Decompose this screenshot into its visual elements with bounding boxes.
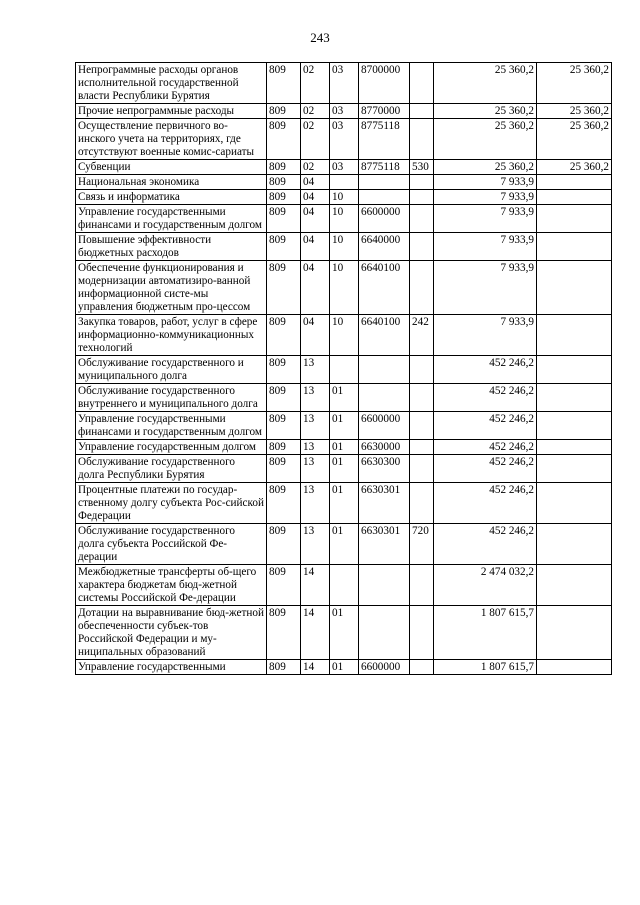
row-name-cell: Управление государственными: [76, 660, 267, 675]
budget-table-body: [76, 63, 612, 675]
target-article-code-cell: 8775118: [359, 119, 410, 160]
subsection-code-cell: [330, 565, 359, 606]
section-code-cell: 02: [301, 63, 330, 104]
ministry-code-cell: 809: [267, 104, 301, 119]
row-name-cell: Осуществление первичного во-инского учета на территориях, где отсутствуют военные комис-сариаты: [76, 119, 267, 160]
expense-type-code-cell: [410, 261, 434, 315]
expense-type-code-cell: [410, 606, 434, 660]
subsection-code-cell: 01: [330, 483, 359, 524]
amount-1-cell: 7 933,9: [434, 233, 537, 261]
subsection-code-cell: 01: [330, 660, 359, 675]
expense-type-code-cell: [410, 356, 434, 384]
row-name-cell: Обслуживание государственного и муниципального долга: [76, 356, 267, 384]
subsection-code-cell: 10: [330, 205, 359, 233]
section-code-cell: 14: [301, 565, 330, 606]
ministry-code-cell: 809: [267, 384, 301, 412]
row-name-cell: Национальная экономика: [76, 175, 267, 190]
subsection-code-cell: 03: [330, 119, 359, 160]
target-article-code-cell: [359, 356, 410, 384]
ministry-code-cell: 809: [267, 175, 301, 190]
amount-1-cell: 7 933,9: [434, 261, 537, 315]
amount-2-cell: [537, 565, 612, 606]
target-article-code-cell: 8775118: [359, 160, 410, 175]
target-article-code-cell: 6630000: [359, 440, 410, 455]
budget-table: [75, 62, 612, 675]
target-article-code-cell: 8700000: [359, 63, 410, 104]
amount-1-cell: 452 246,2: [434, 384, 537, 412]
amount-1-cell: 452 246,2: [434, 412, 537, 440]
amount-2-cell: [537, 315, 612, 356]
expense-type-code-cell: 242: [410, 315, 434, 356]
page-number: 243: [310, 30, 330, 45]
row-name-cell: Связь и информатика: [76, 190, 267, 205]
section-code-cell: 04: [301, 261, 330, 315]
section-code-cell: 13: [301, 412, 330, 440]
amount-1-cell: 25 360,2: [434, 160, 537, 175]
section-code-cell: 02: [301, 160, 330, 175]
row-name-cell: Управление государственными финансами и государственным долгом: [76, 412, 267, 440]
table-row: [76, 565, 612, 606]
section-code-cell: 13: [301, 524, 330, 565]
ministry-code-cell: 809: [267, 412, 301, 440]
ministry-code-cell: 809: [267, 565, 301, 606]
amount-1-cell: 25 360,2: [434, 119, 537, 160]
expense-type-code-cell: [410, 119, 434, 160]
section-code-cell: 14: [301, 660, 330, 675]
section-code-cell: 13: [301, 356, 330, 384]
expense-type-code-cell: [410, 205, 434, 233]
row-name-cell: Повышение эффективности бюджетных расходов: [76, 233, 267, 261]
subsection-code-cell: 03: [330, 104, 359, 119]
expense-type-code-cell: [410, 190, 434, 205]
expense-type-code-cell: [410, 175, 434, 190]
ministry-code-cell: 809: [267, 660, 301, 675]
row-name-cell: Межбюджетные трансферты об-щего характера бюджетам бюд-жетной системы Российской Фе-дерации: [76, 565, 267, 606]
target-article-code-cell: [359, 175, 410, 190]
row-name-cell: Прочие непрограммные расходы: [76, 104, 267, 119]
table-row: [76, 384, 612, 412]
expense-type-code-cell: [410, 412, 434, 440]
ministry-code-cell: 809: [267, 261, 301, 315]
subsection-code-cell: 01: [330, 606, 359, 660]
subsection-code-cell: 01: [330, 384, 359, 412]
subsection-code-cell: 01: [330, 412, 359, 440]
ministry-code-cell: 809: [267, 455, 301, 483]
target-article-code-cell: [359, 384, 410, 412]
amount-2-cell: [537, 455, 612, 483]
ministry-code-cell: 809: [267, 524, 301, 565]
target-article-code-cell: 6630300: [359, 455, 410, 483]
row-name-cell: Обслуживание государственного внутреннего и муниципального долга: [76, 384, 267, 412]
row-name-cell: Обслуживание государственного долга субъекта Российской Фе-дерации: [76, 524, 267, 565]
expense-type-code-cell: [410, 384, 434, 412]
table-row: [76, 606, 612, 660]
row-name-cell: Обслуживание государственного долга Республики Бурятия: [76, 455, 267, 483]
amount-1-cell: 25 360,2: [434, 63, 537, 104]
target-article-code-cell: [359, 190, 410, 205]
amount-1-cell: 452 246,2: [434, 455, 537, 483]
amount-2-cell: [537, 205, 612, 233]
table-row: [76, 160, 612, 175]
amount-2-cell: [537, 440, 612, 455]
amount-1-cell: 1 807 615,7: [434, 606, 537, 660]
table-row: [76, 483, 612, 524]
subsection-code-cell: 01: [330, 524, 359, 565]
table-row: [76, 261, 612, 315]
row-name-cell: Управление государственными финансами и государственным долгом: [76, 205, 267, 233]
ministry-code-cell: 809: [267, 440, 301, 455]
table-row: [76, 455, 612, 483]
subsection-code-cell: 10: [330, 315, 359, 356]
ministry-code-cell: 809: [267, 119, 301, 160]
amount-1-cell: 452 246,2: [434, 356, 537, 384]
table-row: [76, 660, 612, 675]
amount-2-cell: [537, 524, 612, 565]
amount-2-cell: [537, 175, 612, 190]
ministry-code-cell: 809: [267, 205, 301, 233]
expense-type-code-cell: [410, 233, 434, 261]
table-row: [76, 190, 612, 205]
target-article-code-cell: 6600000: [359, 412, 410, 440]
target-article-code-cell: 6640000: [359, 233, 410, 261]
ministry-code-cell: 809: [267, 233, 301, 261]
amount-1-cell: 7 933,9: [434, 175, 537, 190]
section-code-cell: 13: [301, 440, 330, 455]
section-code-cell: 04: [301, 233, 330, 261]
amount-2-cell: [537, 233, 612, 261]
table-row: [76, 63, 612, 104]
amount-1-cell: 2 474 032,2: [434, 565, 537, 606]
section-code-cell: 13: [301, 384, 330, 412]
subsection-code-cell: 03: [330, 63, 359, 104]
amount-1-cell: 7 933,9: [434, 205, 537, 233]
section-code-cell: 13: [301, 483, 330, 524]
amount-1-cell: 25 360,2: [434, 104, 537, 119]
row-name-cell: Управление государственным долгом: [76, 440, 267, 455]
amount-2-cell: 25 360,2: [537, 160, 612, 175]
amount-1-cell: 1 807 615,7: [434, 660, 537, 675]
amount-2-cell: [537, 356, 612, 384]
section-code-cell: 02: [301, 104, 330, 119]
target-article-code-cell: 6640100: [359, 261, 410, 315]
subsection-code-cell: [330, 175, 359, 190]
ministry-code-cell: 809: [267, 160, 301, 175]
row-name-cell: Закупка товаров, работ, услуг в сфере информационно-коммуникационных технологий: [76, 315, 267, 356]
subsection-code-cell: [330, 356, 359, 384]
table-row: [76, 104, 612, 119]
subsection-code-cell: 10: [330, 261, 359, 315]
amount-2-cell: [537, 412, 612, 440]
section-code-cell: 14: [301, 606, 330, 660]
table-row: [76, 524, 612, 565]
target-article-code-cell: [359, 565, 410, 606]
expense-type-code-cell: [410, 440, 434, 455]
table-row: [76, 315, 612, 356]
subsection-code-cell: 01: [330, 440, 359, 455]
target-article-code-cell: [359, 606, 410, 660]
section-code-cell: 04: [301, 175, 330, 190]
table-row: [76, 356, 612, 384]
amount-1-cell: 452 246,2: [434, 440, 537, 455]
row-name-cell: Непрограммные расходы органов исполнительной государственной власти Республики Бурятия: [76, 63, 267, 104]
table-row: [76, 175, 612, 190]
subsection-code-cell: 10: [330, 233, 359, 261]
subsection-code-cell: 10: [330, 190, 359, 205]
expense-type-code-cell: [410, 63, 434, 104]
amount-1-cell: 452 246,2: [434, 483, 537, 524]
subsection-code-cell: 03: [330, 160, 359, 175]
target-article-code-cell: 6630301: [359, 524, 410, 565]
row-name-cell: Субвенции: [76, 160, 267, 175]
expense-type-code-cell: [410, 483, 434, 524]
section-code-cell: 04: [301, 315, 330, 356]
ministry-code-cell: 809: [267, 356, 301, 384]
ministry-code-cell: 809: [267, 315, 301, 356]
amount-2-cell: [537, 660, 612, 675]
target-article-code-cell: 8770000: [359, 104, 410, 119]
table-row: [76, 440, 612, 455]
expense-type-code-cell: 720: [410, 524, 434, 565]
table-row: [76, 233, 612, 261]
section-code-cell: 02: [301, 119, 330, 160]
table-row: [76, 412, 612, 440]
subsection-code-cell: 01: [330, 455, 359, 483]
target-article-code-cell: 6630301: [359, 483, 410, 524]
amount-2-cell: [537, 483, 612, 524]
expense-type-code-cell: [410, 565, 434, 606]
amount-2-cell: 25 360,2: [537, 119, 612, 160]
amount-2-cell: [537, 261, 612, 315]
amount-1-cell: 452 246,2: [434, 524, 537, 565]
expense-type-code-cell: [410, 104, 434, 119]
table-row: [76, 119, 612, 160]
amount-1-cell: 7 933,9: [434, 190, 537, 205]
row-name-cell: Процентные платежи по государ-ственному долгу субъекта Рос-сийской Федерации: [76, 483, 267, 524]
section-code-cell: 04: [301, 205, 330, 233]
amount-2-cell: [537, 606, 612, 660]
ministry-code-cell: 809: [267, 483, 301, 524]
ministry-code-cell: 809: [267, 63, 301, 104]
amount-2-cell: [537, 384, 612, 412]
row-name-cell: Дотации на выравнивание бюд-жетной обеспеченности субъек-тов Российской Федерации и му-ниципальных образований: [76, 606, 267, 660]
section-code-cell: 04: [301, 190, 330, 205]
target-article-code-cell: 6640100: [359, 315, 410, 356]
amount-2-cell: 25 360,2: [537, 104, 612, 119]
section-code-cell: 13: [301, 455, 330, 483]
amount-2-cell: 25 360,2: [537, 63, 612, 104]
table-row: [76, 205, 612, 233]
ministry-code-cell: 809: [267, 606, 301, 660]
amount-2-cell: [537, 190, 612, 205]
row-name-cell: Обеспечение функционирования и модернизации автоматизиро-ванной информационной систе-мы управления бюджетным про-цессом: [76, 261, 267, 315]
expense-type-code-cell: [410, 660, 434, 675]
expense-type-code-cell: 530: [410, 160, 434, 175]
target-article-code-cell: 6600000: [359, 660, 410, 675]
amount-1-cell: 7 933,9: [434, 315, 537, 356]
target-article-code-cell: 6600000: [359, 205, 410, 233]
ministry-code-cell: 809: [267, 190, 301, 205]
expense-type-code-cell: [410, 455, 434, 483]
